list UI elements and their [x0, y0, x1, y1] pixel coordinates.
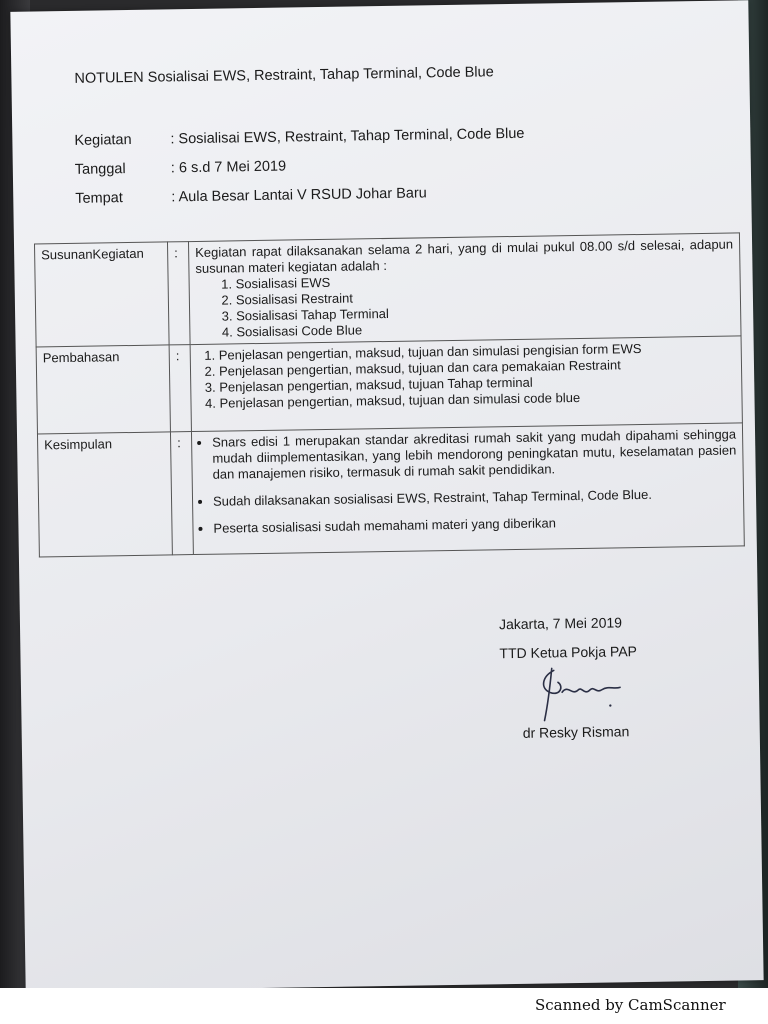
row-colon: : — [169, 345, 191, 432]
meta-value: : 6 s.d 7 Mei 2019 — [170, 158, 287, 177]
list-item: 4. Sosialisasi Code Blue — [236, 317, 734, 341]
meta-row-tanggal — [75, 159, 287, 178]
meta-row-kegiatan — [74, 126, 524, 149]
agenda-intro: Kegiatan rapat dilaksanakan selama 2 hari, yang di mulai pukul 08.00 s/d selesai, adapun susunan materi kegiatan adalah : — [195, 236, 734, 276]
signatory-name: dr Resky Risman — [522, 723, 630, 741]
document-title: NOTULEN Sosialisai EWS, Restraint, Tahap Terminal, Code Blue — [74, 64, 494, 87]
agenda-list — [196, 269, 735, 341]
meta-row-tempat — [75, 185, 427, 207]
list-item: 4. Penjelasan pengertian, maksud, tujuan dan simulasi code blue — [219, 388, 735, 412]
row-colon: : — [170, 432, 193, 555]
minutes-table — [34, 232, 745, 557]
signature-role: TTD Ketua Pokja PAP — [499, 643, 638, 662]
row-label: Pembahasan — [36, 345, 170, 434]
row-label: SusunanKegiatan — [34, 242, 169, 347]
list-item: 2. Penjelasan pengertian, maksud, tujuan dan cara pemakaian Restraint — [219, 356, 735, 380]
handwritten-signature — [524, 661, 635, 723]
row-colon: : — [167, 242, 190, 345]
row-label: Kesimpulan — [37, 432, 172, 557]
table-row-pembahasan — [36, 336, 742, 434]
signature-block — [499, 614, 638, 741]
list-item: 1. Penjelasan pengertian, maksud, tujuan dan simulasi pengisian form EWS — [219, 340, 735, 364]
conclusion-list — [198, 427, 738, 537]
list-item: 2. Sosialisasi Restraint — [236, 285, 734, 309]
list-item: 3. Penjelasan pengertian, maksud, tujuan Tahap terminal — [219, 372, 735, 396]
list-item: • Snars edisi 1 merupakan standar akreditasi rumah sakit yang mudah dipahami sehingga mudah diimplementasikan, yang lebih mendorong peningkatan mutu, keselamatan pasien dan manajemen risiko, termasuk di rumah sakit pendidikan. — [212, 427, 737, 483]
list-item: • Sudah dilaksanakan sosialisasi EWS, Restraint, Tahap Terminal, Code Blue. — [213, 486, 737, 510]
list-item: 3. Sosialisasi Tahap Terminal — [236, 301, 734, 325]
meta-value: : Sosialisai EWS, Restraint, Tahap Terminal, Code Blue — [170, 125, 525, 148]
scanner-watermark: Scanned by CamScanner — [535, 996, 726, 1014]
signature-place-date: Jakarta, 7 Mei 2019 — [498, 614, 623, 633]
meta-value: : Aula Besar Lantai V RSUD Johar Baru — [171, 185, 427, 206]
row-content — [190, 336, 742, 432]
meta-label: Tanggal — [74, 161, 126, 178]
table-row-susunan-kegiatan — [34, 233, 741, 347]
paper-sheet — [10, 0, 763, 991]
table-row-kesimpulan — [37, 423, 744, 557]
list-item: 1. Sosialisasi EWS — [236, 269, 734, 293]
row-content — [188, 233, 741, 345]
discussion-list — [197, 340, 736, 428]
meta-label: Kegiatan — [74, 131, 132, 149]
list-item: • Peserta sosialisasi sudah memahami materi yang diberikan — [213, 512, 737, 536]
meta-label: Tempat — [75, 190, 123, 207]
row-content — [191, 423, 744, 555]
